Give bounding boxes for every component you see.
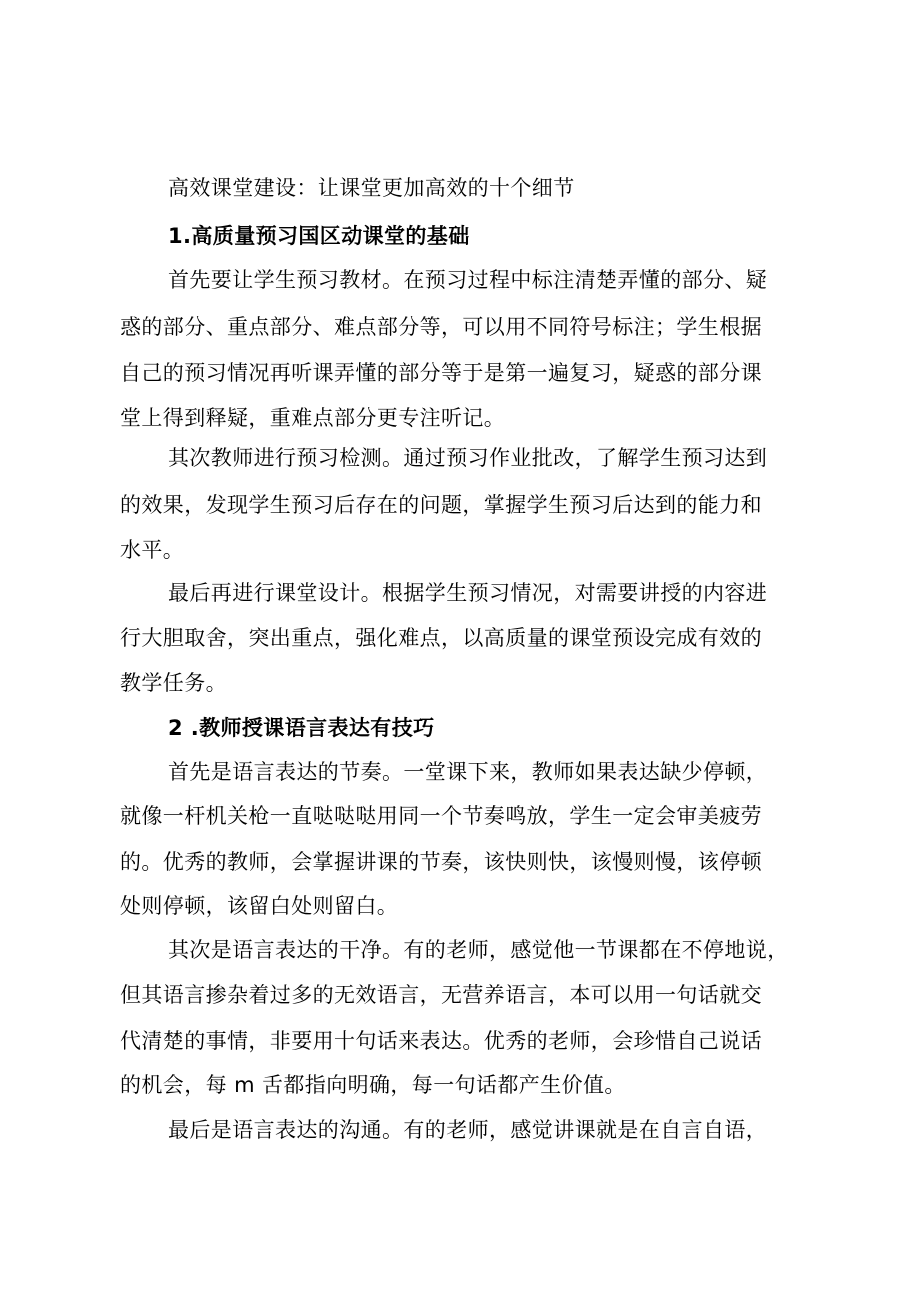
paragraph-line: 水平。 [120,538,185,562]
paragraph-line: 处则停顿，该留白处则留白。 [120,894,399,918]
section-1-heading: 1.高质量预习国区动课堂的基础 [168,224,470,248]
paragraph-line: 惑的部分、重点部分、难点部分等，可以用不同符号标注；学生根据 [120,315,762,339]
paragraph-line: 首先要让学生预习教材。在预习过程中标注清楚弄懂的部分、疑 [168,268,768,292]
paragraph-line: 堂上得到释疑，重难点部分更专注听记。 [120,406,506,430]
paragraph-line: 但其语言掺杂着过多的无效语言，无营养语言，本可以用一句话就交 [120,983,762,1007]
document-title: 高效课堂建设：让课堂更加高效的十个细节 [168,176,575,200]
paragraph-line: 其次是语言表达的干净。有的老师，感觉他一节课都在不停地说， [168,938,789,962]
paragraph-line: 的。优秀的教师，会掌握讲课的节奏，该快则快，该慢则慢，该停顿 [120,850,762,874]
paragraph-line: 的机会，每 m 舌都指向明确，每一句话都产生价值。 [120,1073,626,1097]
paragraph-line: 代清楚的事情，非要用十句话来表达。优秀的老师，会珍惜自己说话 [120,1029,762,1053]
paragraph-line: 的效果，发现学生预习后存在的问题，掌握学生预习后达到的能力和 [120,493,762,517]
paragraph-line: 就像一杆机关枪一直哒哒哒用同一个节奏鸣放，学生一定会审美疲劳 [120,804,762,828]
paragraph-line: 自己的预习情况再听课弄懂的部分等于是第一遍复习，疑惑的部分课 [120,361,762,385]
paragraph-line: 行大胆取舍，突出重点，强化难点，以高质量的课堂预设完成有效的 [120,626,762,650]
paragraph-line: 最后再进行课堂设计。根据学生预习情况，对需要讲授的内容进 [168,581,768,605]
paragraph-line: 最后是语言表达的沟通。有的老师，感觉讲课就是在自言自语， [168,1118,768,1142]
paragraph-line: 首先是语言表达的节奏。一堂课下来，教师如果表达缺少停顿， [168,760,768,784]
section-2-heading: 2 .教师授课语言表达有技巧 [168,716,435,740]
paragraph-line: 其次教师进行预习检测。通过预习作业批改，了解学生预习达到 [168,446,768,470]
paragraph-line: 教学任务。 [120,671,227,695]
